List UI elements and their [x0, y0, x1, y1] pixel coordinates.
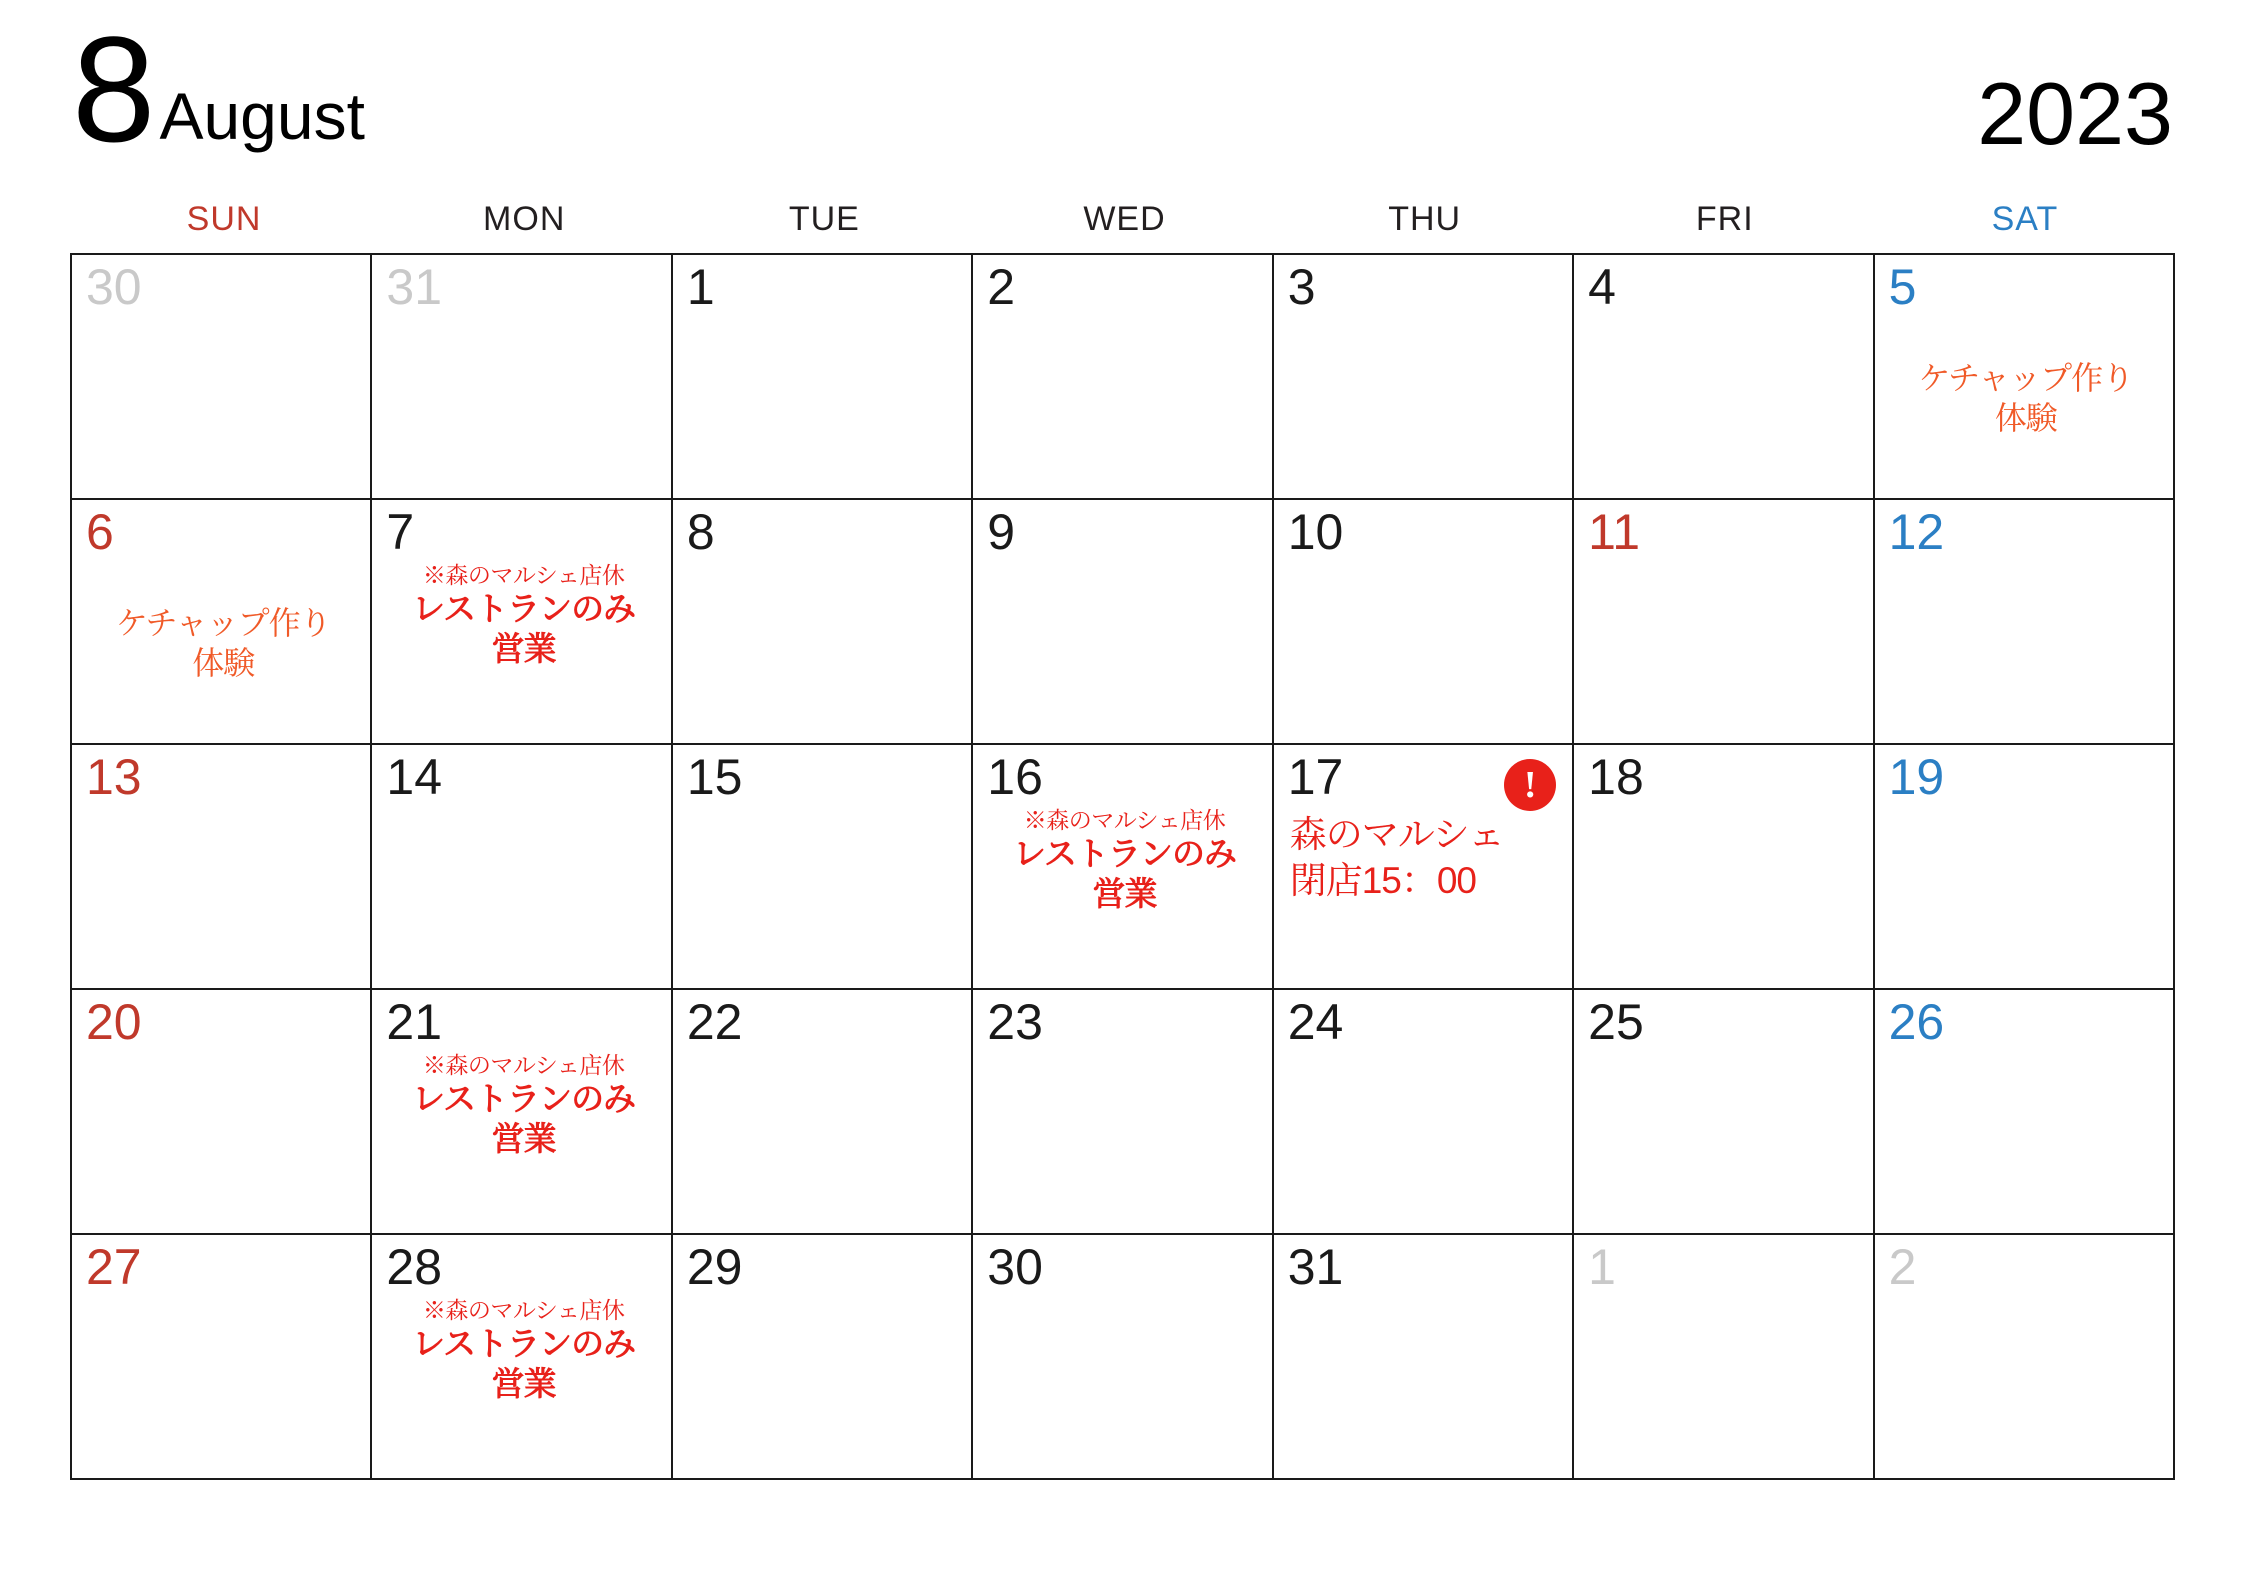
- event-line: 閉店15：00: [1289, 859, 1477, 901]
- day-number: 1: [686, 259, 715, 315]
- day-number: 9: [987, 504, 1016, 560]
- day-number: 22: [686, 994, 743, 1050]
- calendar-header: [0, 0, 2245, 200]
- day-events: [1288, 812, 1562, 905]
- month-title: [72, 5, 365, 173]
- day-number: 5: [1888, 259, 1917, 315]
- day-cell[interactable]: [1274, 745, 1574, 990]
- weekday-label-fri: FRI: [1695, 200, 1754, 238]
- event-line: ケチャップ作り: [1918, 359, 2134, 396]
- day-cell[interactable]: [673, 990, 973, 1235]
- day-events: [987, 806, 1261, 915]
- day-number: 14: [386, 749, 443, 805]
- day-cell[interactable]: [1875, 1235, 2175, 1480]
- day-cell[interactable]: [372, 500, 672, 745]
- event-line: レストランのみ: [412, 589, 636, 627]
- day-cell[interactable]: [1274, 1235, 1574, 1480]
- day-events: [1889, 358, 2163, 438]
- day-number: 4: [1588, 259, 1616, 315]
- day-events: [386, 1296, 660, 1405]
- event-line: 営業: [491, 1119, 556, 1157]
- event-line: ケチャップ作り: [115, 604, 331, 641]
- day-number: 2: [987, 259, 1016, 315]
- day-number: 21: [386, 994, 443, 1050]
- day-number: 7: [386, 504, 415, 560]
- day-number: 29: [686, 1239, 743, 1295]
- day-number: 3: [1287, 259, 1316, 315]
- day-number: 10: [1287, 504, 1344, 560]
- day-cell[interactable]: [973, 500, 1273, 745]
- day-cell[interactable]: [1574, 1235, 1874, 1480]
- day-cell[interactable]: [372, 990, 672, 1235]
- day-cell[interactable]: [973, 255, 1273, 500]
- day-cell[interactable]: [72, 255, 372, 500]
- day-cell[interactable]: [973, 990, 1273, 1235]
- day-cell[interactable]: [72, 745, 372, 990]
- day-events: [386, 561, 660, 670]
- day-number: 26: [1888, 994, 1945, 1050]
- weekday-label-sun: SUN: [186, 200, 262, 238]
- day-cell[interactable]: [1875, 990, 2175, 1235]
- day-number: 15: [686, 749, 743, 805]
- day-number: 19: [1888, 749, 1945, 805]
- event-line: 営業: [491, 1364, 556, 1402]
- day-cell[interactable]: [973, 1235, 1273, 1480]
- day-number: 12: [1888, 504, 1945, 560]
- day-number: 8: [686, 504, 715, 560]
- day-cell[interactable]: [673, 500, 973, 745]
- event-line: 営業: [491, 629, 556, 667]
- month-name: August: [159, 78, 365, 153]
- day-number: 20: [86, 994, 142, 1050]
- event-line: 体験: [192, 644, 255, 681]
- day-cell[interactable]: [1274, 500, 1574, 745]
- event-line: ※森のマルシェ店休: [422, 1051, 625, 1078]
- day-cell[interactable]: [1574, 745, 1874, 990]
- day-cell[interactable]: [72, 500, 372, 745]
- day-number: 31: [386, 259, 443, 315]
- day-cell[interactable]: [1574, 990, 1874, 1235]
- weekday-label-thu: THU: [1388, 200, 1462, 238]
- month-number: 8: [72, 5, 154, 173]
- event-line: 森のマルシェ: [1289, 813, 1505, 855]
- day-cell[interactable]: [1875, 745, 2175, 990]
- day-number: 25: [1588, 994, 1644, 1050]
- day-events: [86, 603, 360, 683]
- day-cell[interactable]: [673, 1235, 973, 1480]
- event-line: ※森のマルシェ店休: [422, 1296, 625, 1323]
- day-cell[interactable]: [1274, 990, 1574, 1235]
- day-cell[interactable]: [372, 1235, 672, 1480]
- event-line: 体験: [1994, 399, 2057, 436]
- day-cell[interactable]: [1574, 500, 1874, 745]
- event-line: レストランのみ: [412, 1079, 636, 1117]
- day-cell[interactable]: [372, 255, 672, 500]
- day-cell[interactable]: [1875, 500, 2175, 745]
- event-line: レストランのみ: [412, 1324, 636, 1362]
- day-number: 28: [386, 1239, 443, 1295]
- day-cell[interactable]: [1574, 255, 1874, 500]
- weekday-label-tue: TUE: [788, 200, 860, 238]
- event-line: ※森のマルシェ店休: [1023, 806, 1226, 833]
- day-number: 1: [1588, 1239, 1616, 1295]
- day-cell[interactable]: [973, 745, 1273, 990]
- day-cell[interactable]: [1875, 255, 2175, 500]
- day-cell[interactable]: [72, 1235, 372, 1480]
- day-number: 30: [86, 259, 142, 315]
- event-line: 営業: [1092, 874, 1157, 912]
- event-line: レストランのみ: [1012, 834, 1236, 872]
- weekday-label-sat: SAT: [1991, 200, 2059, 238]
- day-number: 31: [1287, 1239, 1344, 1295]
- day-cell[interactable]: [72, 990, 372, 1235]
- day-cell[interactable]: [673, 255, 973, 500]
- day-number: 6: [86, 504, 114, 560]
- day-events: [386, 1051, 660, 1160]
- year-label: 2023: [1977, 64, 2173, 163]
- alert-exclamation-icon: !: [1504, 759, 1556, 811]
- day-number: 18: [1588, 749, 1644, 805]
- day-number: 23: [987, 994, 1043, 1050]
- event-line: ※森のマルシェ店休: [422, 561, 625, 588]
- day-number: 24: [1287, 994, 1344, 1050]
- weekday-label-mon: MON: [483, 200, 566, 238]
- day-cell[interactable]: [673, 745, 973, 990]
- weekday-header-row: [70, 200, 2175, 253]
- day-number: 2: [1888, 1239, 1917, 1295]
- weekday-label-wed: WED: [1083, 200, 1166, 238]
- day-number: 13: [86, 749, 142, 805]
- day-number: 16: [987, 749, 1043, 805]
- calendar-grid: [70, 253, 2175, 1480]
- day-number: 30: [987, 1239, 1043, 1295]
- day-cell[interactable]: [372, 745, 672, 990]
- day-number: 27: [86, 1239, 142, 1295]
- day-number: 11: [1588, 504, 1641, 560]
- day-cell[interactable]: [1274, 255, 1574, 500]
- day-number: 17: [1287, 749, 1344, 805]
